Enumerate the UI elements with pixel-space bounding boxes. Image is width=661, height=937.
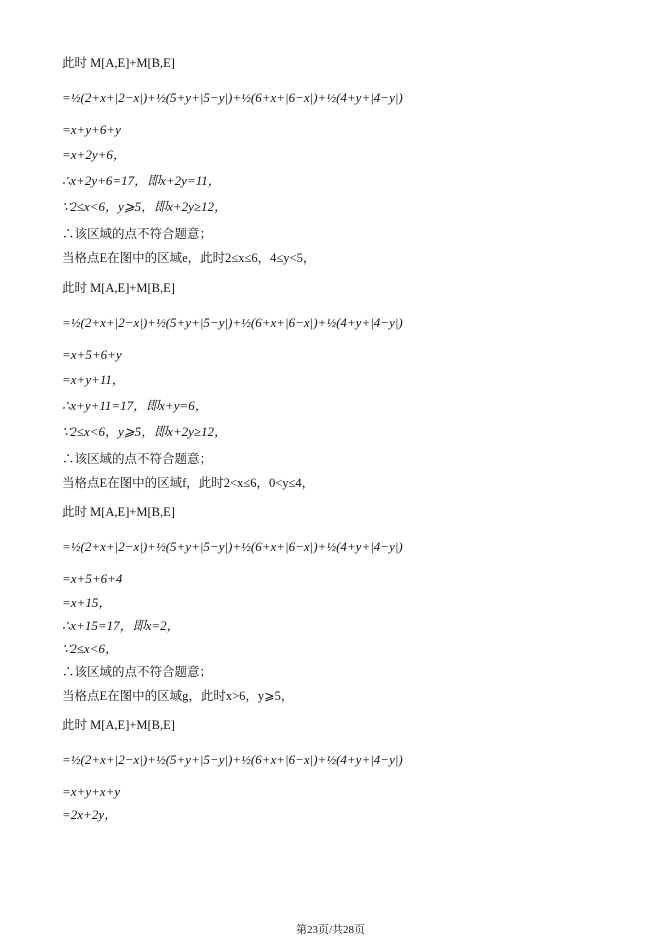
- formula-line: =x+y+x+y: [62, 784, 121, 799]
- text-line: 此时 M[A,E]+M[B,E]: [62, 281, 175, 295]
- text-line: 当格点E在图中的区域g，此时x>6，y⩾5，: [62, 689, 294, 703]
- text-line: ∴该区域的点不符合题意；: [62, 452, 213, 466]
- text-line: 此时 M[A,E]+M[B,E]: [62, 505, 175, 519]
- text-line: 当格点E在图中的区域f，此时2<x≤6，0<y≤4，: [62, 476, 315, 490]
- formula-line: ∴x+15=17，即x=2，: [62, 618, 180, 633]
- formula-line: ∵2≤x<6，: [62, 641, 118, 656]
- formula-line: =x+5+6+4: [62, 571, 123, 586]
- formula-line: =x+15，: [62, 595, 112, 610]
- text-line: ∴该区域的点不符合题意；: [62, 227, 213, 241]
- formula-line: ∴x+2y+6=17，即x+2y=11，: [62, 173, 221, 188]
- formula-line: =½(2+x+|2−x|)+½(5+y+|5−y|)+½(6+x+|6−x|)+½(4+y+|4−y|): [62, 539, 403, 554]
- formula-line: =½(2+x+|2−x|)+½(5+y+|5−y|)+½(6+x+|6−x|)+½(4+y+|4−y|): [62, 315, 403, 330]
- formula-line: =x+y+11，: [62, 372, 125, 387]
- formula-line: =2x+2y，: [62, 807, 118, 822]
- formula-line: =½(2+x+|2−x|)+½(5+y+|5−y|)+½(6+x+|6−x|)+½(4+y+|4−y|): [62, 752, 403, 767]
- formula-line: ∴x+y+11=17，即x+y=6，: [62, 398, 208, 413]
- formula-line: =x+5+6+y: [62, 347, 122, 362]
- text-line: 此时 M[A,E]+M[B,E]: [62, 718, 175, 732]
- formula-line: ∵2≤x<6，y⩾5，即x+2y≥12，: [62, 199, 228, 214]
- page-footer: 第23页/共28页: [295, 924, 366, 936]
- text-line: ∴该区域的点不符合题意；: [62, 665, 213, 679]
- formula-line: =x+y+6+y: [62, 122, 121, 137]
- formula-line: =x+2y+6，: [62, 147, 126, 162]
- text-line: 当格点E在图中的区域e，此时2≤x≤6，4≤y<5，: [62, 251, 316, 265]
- text-line: 此时 M[A,E]+M[B,E]: [62, 56, 175, 70]
- formula-line: =½(2+x+|2−x|)+½(5+y+|5−y|)+½(6+x+|6−x|)+½(4+y+|4−y|): [62, 90, 403, 105]
- formula-line: ∵2≤x<6，y⩾5，即x+2y≥12，: [62, 424, 228, 439]
